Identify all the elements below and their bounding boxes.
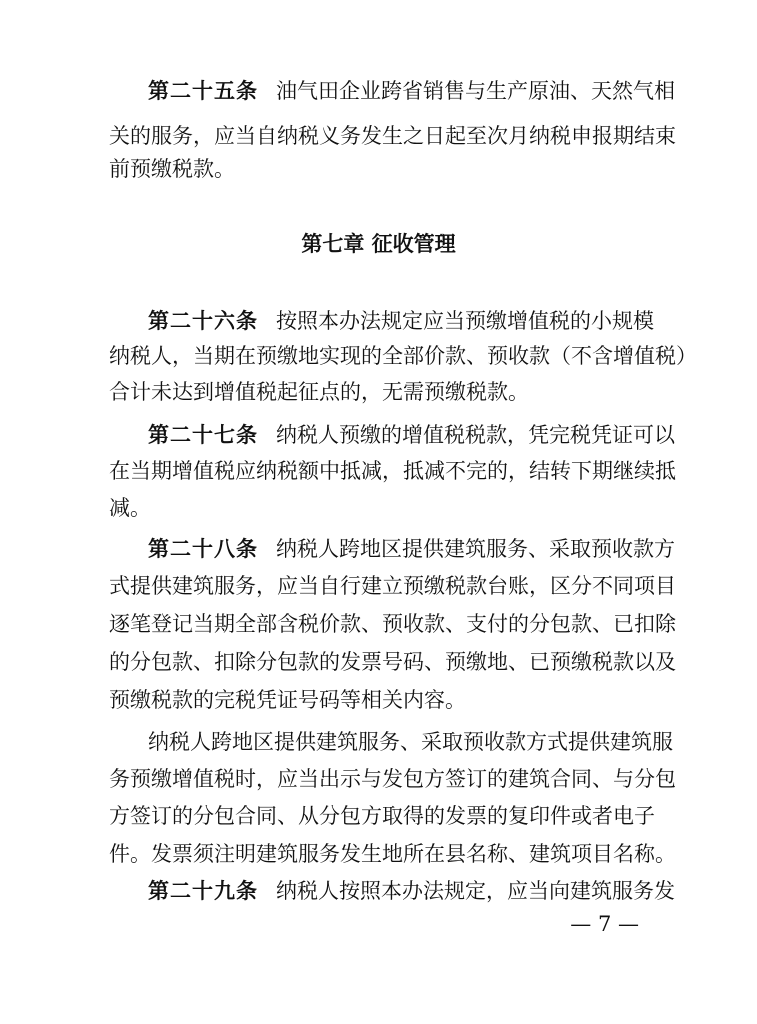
article-26-line-3: 合计未达到增值税起征点的，无需预缴税款。 bbox=[109, 380, 529, 404]
article-26-label: 第二十六条 bbox=[148, 309, 258, 333]
article-29-text-1: 纳税人按照本办法规定，应当向建筑服务发 bbox=[276, 879, 675, 903]
article-28-line-1 bbox=[148, 535, 675, 563]
article-28-p2-line-2: 务预缴增值税时，应当出示与发包方签订的建筑合同、与分包 bbox=[109, 767, 676, 791]
article-27-line-2: 在当期增值税应纳税额中抵减，抵减不完的，结转下期继续抵 bbox=[109, 459, 676, 483]
article-28-label: 第二十八条 bbox=[148, 537, 258, 561]
article-25-label: 第二十五条 bbox=[148, 79, 258, 103]
article-28-line-5: 预缴税款的完税凭证号码等相关内容。 bbox=[109, 688, 466, 712]
page-number: — 7 — bbox=[570, 912, 639, 936]
article-28-p2-line-3: 方签订的分包合同、从分包方取得的发票的复印件或者电子 bbox=[109, 804, 655, 828]
article-25-line-1 bbox=[148, 77, 675, 105]
article-25-text-1: 油气田企业跨省销售与生产原油、天然气相 bbox=[276, 79, 675, 103]
article-28-line-4: 的分包款、扣除分包款的发票号码、预缴地、已预缴税款以及 bbox=[109, 650, 676, 674]
article-25-line-2: 关的服务，应当自纳税义务发生之日起至次月纳税申报期结束 bbox=[109, 124, 676, 148]
article-29-label: 第二十九条 bbox=[148, 879, 258, 903]
article-26-text-1: 按照本办法规定应当预缴增值税的小规模 bbox=[276, 309, 654, 333]
article-28-text-1: 纳税人跨地区提供建筑服务、采取预收款方 bbox=[276, 537, 675, 561]
article-27-line-1 bbox=[148, 421, 675, 449]
article-25-line-3: 前预缴税款。 bbox=[109, 157, 235, 181]
article-27-text-1: 纳税人预缴的增值税税款，凭完税凭证可以 bbox=[276, 423, 675, 447]
article-28-p2-line-1: 纳税人跨地区提供建筑服务、采取预收款方式提供建筑服 bbox=[148, 730, 673, 754]
article-27-label: 第二十七条 bbox=[148, 423, 258, 447]
article-29-line-1 bbox=[148, 877, 675, 905]
article-28-line-2: 式提供建筑服务，应当自行建立预缴税款台账，区分不同项目 bbox=[109, 574, 676, 598]
article-28-p2-line-4: 件。发票须注明建筑服务发生地所在县名称、建筑项目名称。 bbox=[109, 842, 676, 866]
chapter-heading: 第七章 征收管理 bbox=[301, 232, 456, 256]
article-27-line-3: 减。 bbox=[109, 496, 151, 520]
article-26-line-2: 纳税人，当期在预缴地实现的全部价款、预收款（不含增值税） bbox=[109, 344, 697, 368]
article-26-line-1 bbox=[148, 307, 654, 335]
article-28-line-3: 逐笔登记当期全部含税价款、预收款、支付的分包款、已扣除 bbox=[109, 612, 676, 636]
